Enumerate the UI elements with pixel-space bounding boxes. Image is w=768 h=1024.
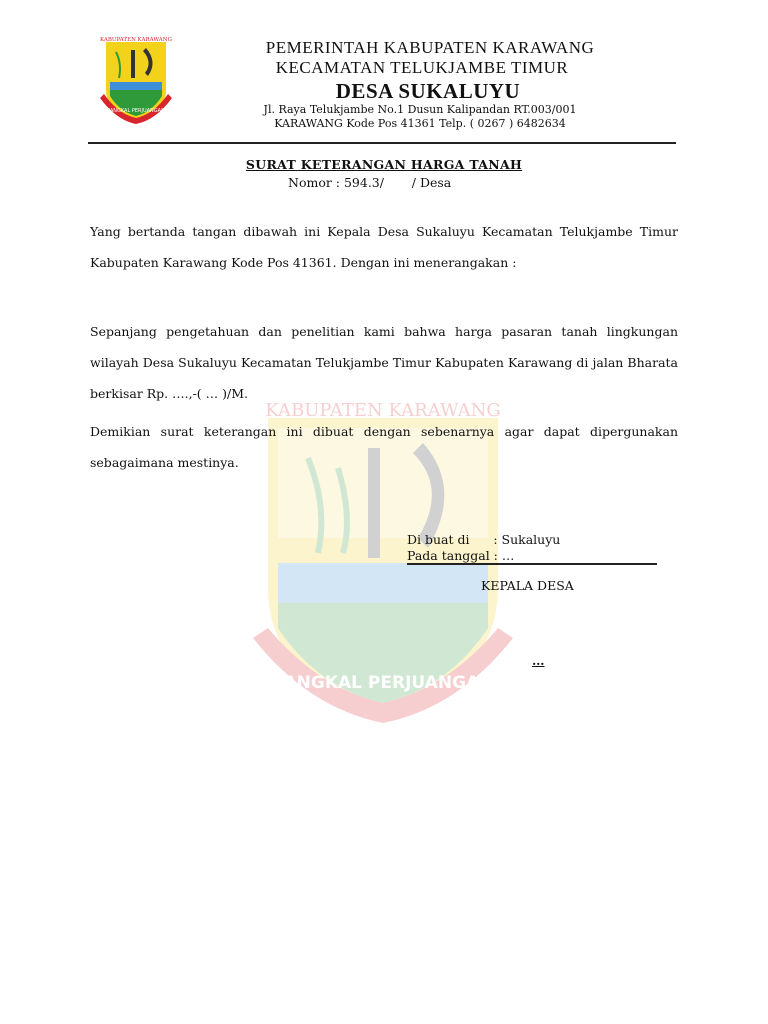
watermark-ribbon-text: PANGKAL PERJUANGAN [272, 673, 494, 693]
logo-top-text: KABUPATEN KARAWANG [100, 37, 172, 43]
header-kecamatan: KECAMATAN TELUKJAMBE TIMUR [275, 58, 569, 77]
watermark-top-text: KABUPATEN KARAWANG [265, 400, 501, 421]
signature-date: Pada tanggal : … [407, 548, 515, 563]
signature-title: KEPALA DESA [481, 578, 574, 593]
header-desa: DESA SUKALUYU [335, 79, 521, 103]
document-number: Nomor : 594.3/ / Desa [288, 175, 452, 190]
header-government: PEMERINTAH KABUPATEN KARAWANG [265, 38, 595, 57]
document-title: SURAT KETERANGAN HARGA TANAH [245, 157, 523, 172]
paragraph-closing: Demikian surat keterangan ini dibuat dengan sebenarnya agar dapat dipergunakan sebagaimana mestinya. [90, 424, 678, 470]
logo-ribbon-text: PANGKAL PERJUANGAN [107, 108, 165, 114]
signature-place: Di buat di : Sukaluyu [407, 532, 561, 547]
kabupaten-logo-icon [100, 34, 172, 126]
paragraph-intro: Yang bertanda tangan dibawah ini Kepala Desa Sukaluyu Kecamatan Telukjambe Timur Kabupaten Karawang Kode Pos 41361. Dengan ini menerangakan : [90, 224, 678, 270]
header-address-line1: Jl. Raya Telukjambe No.1 Dusun Kalipandan RT.003/001 [263, 103, 577, 116]
signature-divider [407, 563, 657, 565]
header-address-line2: KARAWANG Kode Pos 41361 Telp. ( 0267 ) 6482634 [274, 117, 566, 130]
signature-name: … [532, 653, 545, 668]
header-divider [88, 142, 676, 144]
paragraph-statement: Sepanjang pengetahuan dan penelitian kami bahwa harga pasaran tanah lingkungan wilayah Desa Sukaluyu Kecamatan Telukjambe Timur Kabupaten Karawang di jalan Bharata berkisar Rp. ….,-( … )/M. [90, 324, 678, 401]
